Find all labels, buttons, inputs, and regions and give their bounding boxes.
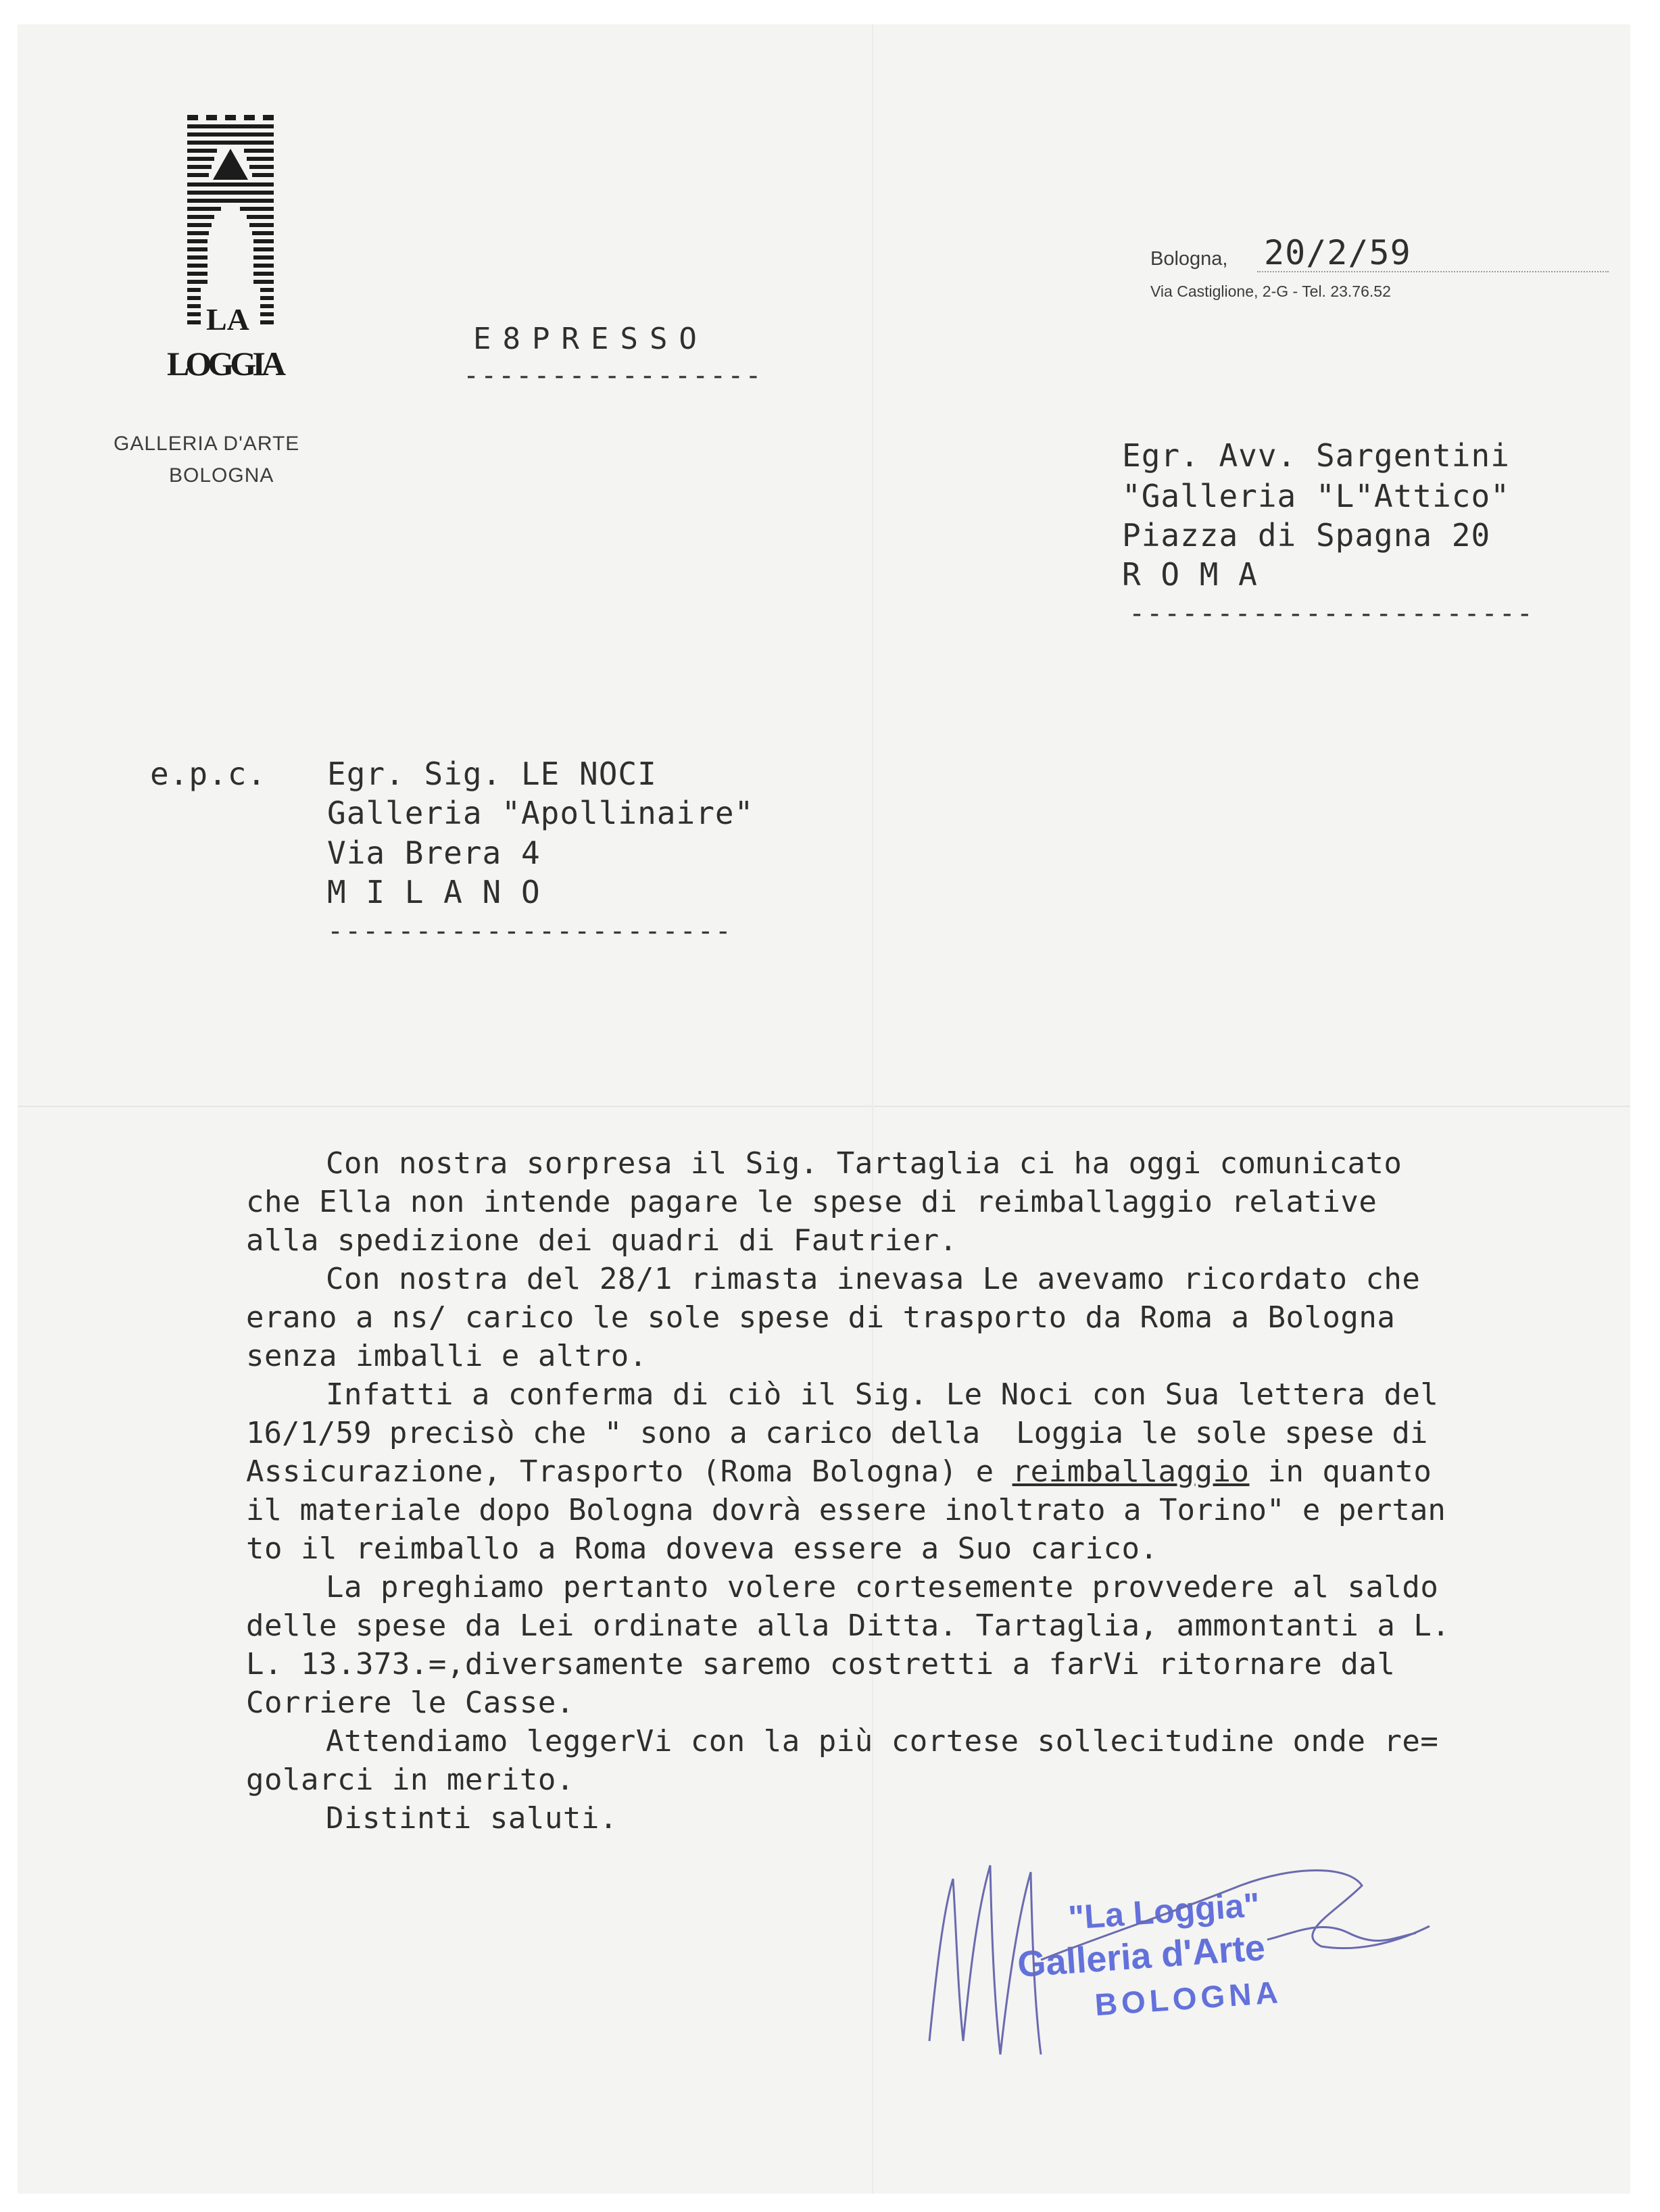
delivery-underline: ----------------- bbox=[463, 360, 763, 391]
gallery-address: Via Castiglione, 2-G - Tel. 23.76.52 bbox=[1150, 282, 1391, 300]
logo-text-la: LA bbox=[206, 302, 249, 337]
cc-underline: ----------------------- bbox=[327, 916, 733, 947]
underlined-word: reimballaggio bbox=[1012, 1454, 1250, 1489]
loggia-tower-logo bbox=[164, 115, 293, 412]
body-p3-line-4: il materiale dopo Bologna dovrà essere inoltrato a Torino" e pertan bbox=[246, 1493, 1446, 1527]
cc-line-1: Egr. Sig. LE NOCI bbox=[327, 756, 657, 792]
recipient-line-2: "Galleria "L"Attico" bbox=[1122, 478, 1510, 514]
gallery-city: BOLOGNA bbox=[169, 464, 274, 487]
stamp-line-3: BOLOGNA bbox=[1094, 1974, 1284, 2023]
cc-line-2: Galleria "Apollinaire" bbox=[327, 795, 754, 831]
body-p2-line-3: senza imballi e altro. bbox=[246, 1339, 648, 1373]
recipient-city: R O M A bbox=[1122, 556, 1258, 593]
body-p4-line-2: delle spese da Lei ordinate alla Ditta. Tartaglia, ammontanti a L. bbox=[246, 1608, 1450, 1643]
cc-city: M I L A N O bbox=[327, 874, 541, 910]
body-p4-line-1: La preghiamo pertanto volere cortesemente provvedere al saldo bbox=[326, 1570, 1439, 1604]
logo-text-loggia: LOGGIA bbox=[167, 345, 286, 383]
letter-date: 20/2/59 bbox=[1264, 233, 1411, 272]
recipient-line-3: Piazza di Spagna 20 bbox=[1122, 517, 1491, 554]
body-p1-line-1: Con nostra sorpresa il Sig. Tartaglia ci ha oggi comunicato bbox=[326, 1146, 1402, 1181]
body-p3-line-3 bbox=[246, 1454, 1432, 1489]
body-p4-line-3: L. 13.373.=,diversamente saremo costretti a farVi ritornare dal bbox=[246, 1647, 1396, 1681]
stamp-line-2: Galleria d'Arte bbox=[1016, 1927, 1267, 1986]
body-p5-line-2: golarci in merito. bbox=[246, 1763, 575, 1797]
recipient-line-1: Egr. Avv. Sargentini bbox=[1122, 437, 1510, 474]
body-p3-line-1: Infatti a conferma di ciò il Sig. Le Noci con Sua lettera del bbox=[326, 1377, 1439, 1412]
body-p3-line-3-start: Assicurazione, Trasporto (Roma Bologna) e bbox=[246, 1454, 1012, 1489]
body-p5-line-1: Attendiamo leggerVi con la più cortese sollecitudine onde re= bbox=[326, 1724, 1439, 1759]
closing-salutation: Distinti saluti. bbox=[326, 1801, 618, 1836]
gallery-name: GALLERIA D'ARTE bbox=[114, 433, 300, 455]
cc-line-3: Via Brera 4 bbox=[327, 835, 541, 871]
body-p1-line-3: alla spedizione dei quadri di Fautrier. bbox=[246, 1223, 958, 1258]
body-p3-line-5: to il reimballo a Roma doveva essere a Suo carico. bbox=[246, 1531, 1158, 1566]
body-p1-line-2: che Ella non intende pagare le spese di reimballaggio relative bbox=[246, 1185, 1377, 1219]
stamp-line-1: "La Loggia" bbox=[1067, 1886, 1261, 1937]
cc-label: e.p.c. bbox=[150, 756, 267, 792]
recipient-underline: ----------------------- bbox=[1129, 598, 1534, 629]
body-p2-line-1: Con nostra del 28/1 rimasta inevasa Le avevamo ricordato che bbox=[326, 1262, 1421, 1296]
body-p3-line-3-end: in quanto bbox=[1249, 1454, 1432, 1489]
delivery-mode: E8PRESSO bbox=[473, 322, 708, 356]
body-p3-line-2: 16/1/59 precisò che " sono a carico della Loggia le sole spese di bbox=[246, 1416, 1428, 1450]
place-label: Bologna, bbox=[1150, 248, 1228, 270]
body-p2-line-2: erano a ns/ carico le sole spese di trasporto da Roma a Bologna bbox=[246, 1300, 1396, 1335]
body-p4-line-4: Corriere le Casse. bbox=[246, 1686, 575, 1720]
fold-line-vertical bbox=[872, 24, 873, 2194]
gallery-stamp-and-signature bbox=[916, 1838, 1511, 2068]
date-dotted-rule bbox=[1257, 271, 1609, 272]
fold-line-horizontal bbox=[18, 1106, 1630, 1107]
